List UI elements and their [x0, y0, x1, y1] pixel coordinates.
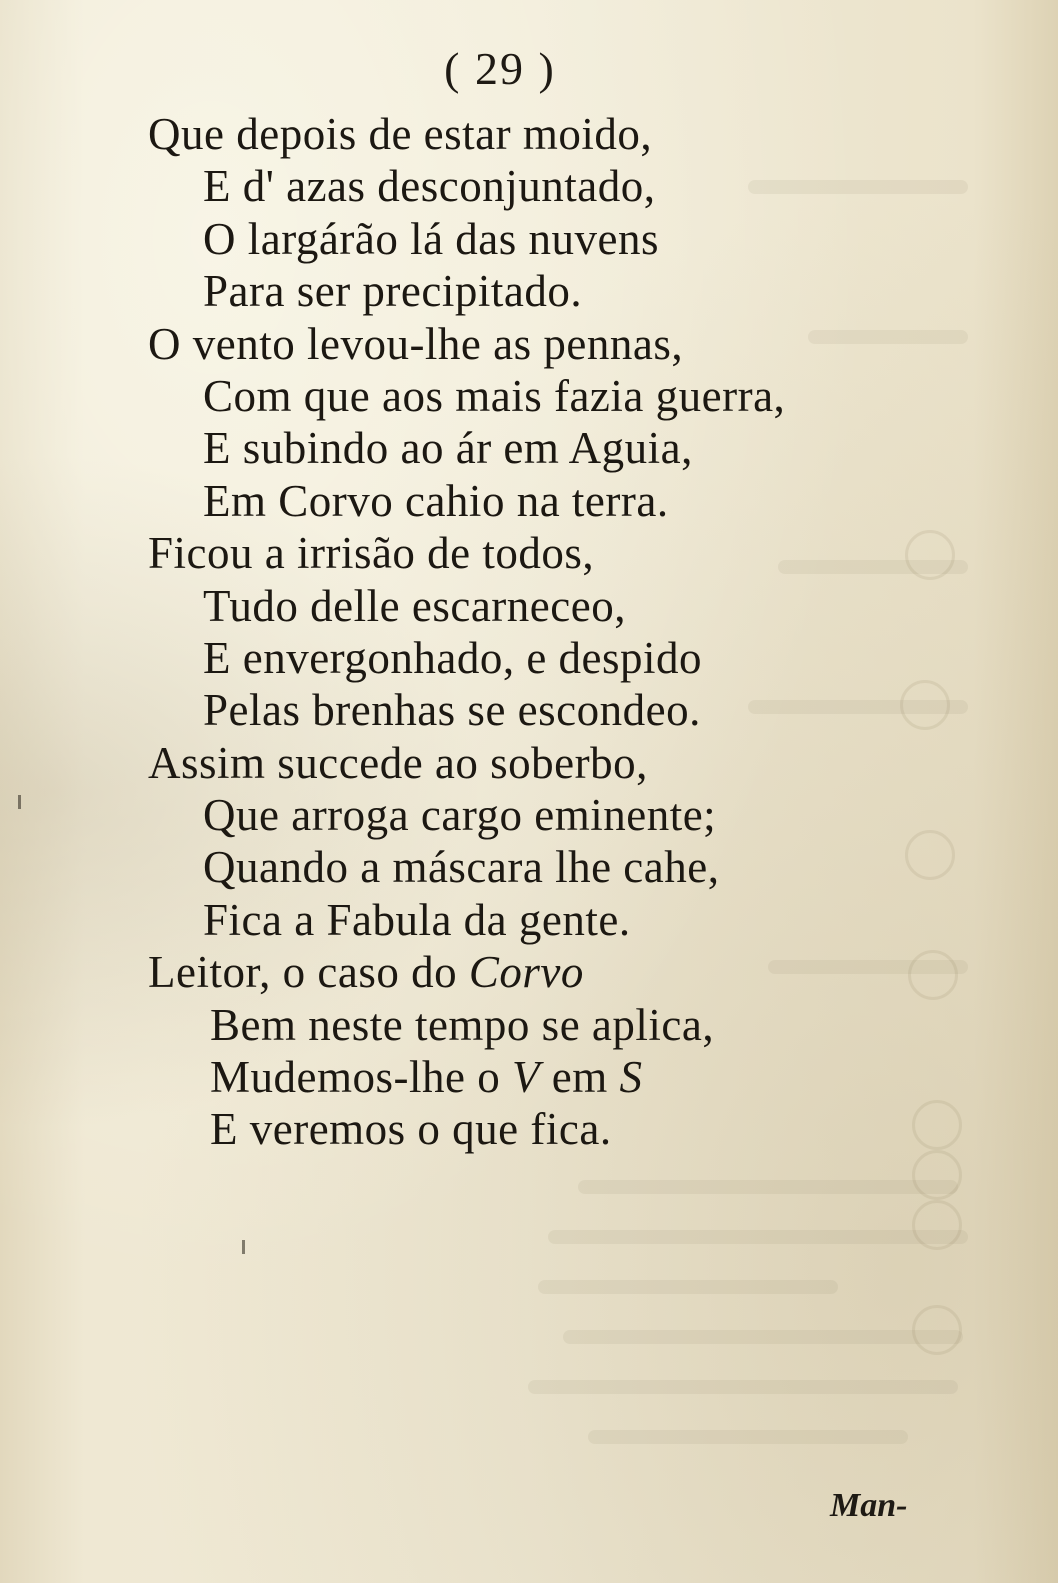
bleed-through-line	[563, 1330, 963, 1344]
poem-line: Com que aos mais fazia guerra,	[203, 370, 786, 421]
bleed-through-line	[588, 1430, 908, 1444]
poem-line-italic: V	[511, 1052, 540, 1103]
poem-line: Tudo delle escarneceo,	[203, 580, 626, 631]
poem-line-text: em	[539, 1052, 620, 1103]
edge-mark	[242, 1240, 245, 1254]
poem-line: Fica a Fabula da gente.	[203, 894, 631, 945]
bleed-through-glyph	[912, 1150, 962, 1200]
poem-line: Assim succede ao soberbo,	[148, 737, 648, 788]
poem-line: O vento levou-lhe as pennas,	[148, 318, 684, 369]
poem-line: Quando a máscara lhe cahe,	[203, 842, 720, 893]
bleed-through-glyph	[912, 1305, 962, 1355]
poem-line-italic: S	[619, 1052, 643, 1103]
poem-text	[0, 108, 1000, 1156]
poem-line: Para ser precipitado.	[203, 266, 583, 317]
catchword: Man-	[830, 1487, 908, 1524]
poem-line: Que depois de estar moido,	[148, 109, 653, 159]
poem-line-text: Bem neste tempo se aplica,	[210, 999, 715, 1050]
poem-line	[0, 999, 1000, 1051]
poem-line: E envergonhado, e despido	[203, 632, 703, 683]
poem-line: Em Corvo cahio na terra.	[203, 475, 669, 526]
poem-line-text: Mudemos-lhe o	[210, 1052, 512, 1103]
poem-line: Que arroga cargo eminente;	[203, 790, 717, 841]
bleed-through-glyph	[912, 1200, 962, 1250]
page-number: ( 29 )	[444, 43, 556, 94]
poem-line-text: E veremos o que fica.	[210, 1104, 612, 1155]
poem-line: E subindo ao ár em Aguia,	[203, 423, 693, 474]
poem-line: E d' azas desconjuntado,	[203, 161, 656, 212]
poem-line: O largárão lá das nuvens	[203, 213, 660, 264]
bleed-through-line	[528, 1380, 958, 1394]
poem-line-text: Leitor, o caso do	[148, 947, 469, 998]
poem-line-italic: Corvo	[468, 947, 584, 998]
poem-line: Ficou a irrisão de todos,	[148, 528, 595, 579]
poem-line	[0, 1051, 1000, 1103]
poem-line: Pelas brenhas se escondeo.	[203, 685, 701, 736]
poem-line	[0, 946, 1000, 998]
bleed-through-line	[548, 1230, 968, 1244]
bleed-through-line	[578, 1180, 958, 1194]
bleed-through-line	[538, 1280, 838, 1294]
poem-line	[0, 1103, 1000, 1155]
